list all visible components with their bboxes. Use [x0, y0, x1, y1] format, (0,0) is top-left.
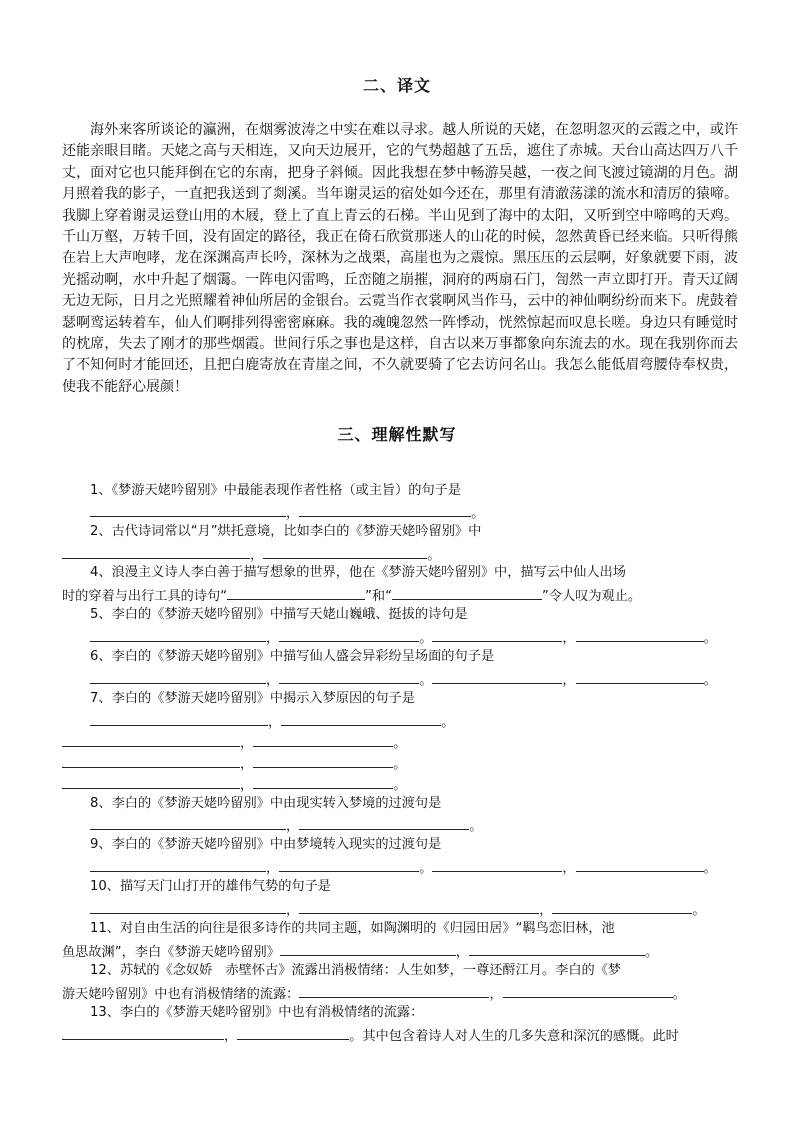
- question-5: 5、李白的《梦游天姥吟留别》中描写天姥山巍峨、挺拔的诗句是: [90, 607, 468, 622]
- answer-blank[interactable]: [90, 669, 266, 684]
- section-title-dictation: 三、理解性默写: [337, 425, 457, 444]
- answer-blank[interactable]: [62, 1025, 224, 1040]
- comma: ，: [250, 548, 264, 563]
- answer-blank[interactable]: [263, 544, 427, 559]
- answer-blank[interactable]: [62, 544, 250, 559]
- answer-blank[interactable]: [552, 899, 692, 914]
- answer-blank[interactable]: [90, 815, 286, 830]
- question-8: 8、李白的《梦游天姥吟留别》中由现实转入梦境的过渡句是: [90, 796, 442, 811]
- question-6: 6、李白的《梦游天姥吟留别》中描写仙人盛会异彩纷呈场面的句子是: [90, 649, 495, 664]
- answer-blank[interactable]: [90, 857, 266, 872]
- answer-blank[interactable]: [432, 669, 562, 684]
- answer-line: [62, 544, 440, 565]
- answer-blank[interactable]: [576, 857, 704, 872]
- answer-blank[interactable]: [576, 627, 704, 642]
- question-2: 2、古代诗词常以“月”烘托意境，比如李白的《梦游天姥吟留别》中: [90, 524, 482, 539]
- answer-blank[interactable]: [299, 502, 471, 517]
- answer-blank[interactable]: [299, 899, 539, 914]
- answer-line: ， 。 ， 。: [90, 669, 717, 690]
- answer-line: ， 。 ， 。: [90, 627, 717, 648]
- answer-blank[interactable]: [576, 669, 704, 684]
- answer-blank[interactable]: [253, 732, 393, 747]
- answer-blank[interactable]: [253, 774, 393, 789]
- answer-blank[interactable]: [62, 774, 240, 789]
- answer-line: ， 。 ， 。: [90, 857, 717, 878]
- answer-blank[interactable]: [432, 627, 562, 642]
- question-4: 4、浪漫主义诗人李白善于描写想象的世界，他在《梦游天姥吟留别》中，描写云中仙人出场: [90, 565, 626, 580]
- question-11: 11、对自由生活的向往是很多诗作的共同主题，如陶渊明的《归园田居》“羁鸟恋旧林，池: [90, 921, 615, 936]
- answer-blank[interactable]: [281, 711, 441, 726]
- question-12-continued: 游天姥吟留别》中也有消极情绪的流露： ， 。: [62, 983, 686, 1004]
- answer-blank[interactable]: [299, 815, 469, 830]
- question-10: 10、描写天门山打开的雄伟气势的句子是: [90, 879, 331, 894]
- answer-line: ， 。: [90, 815, 482, 836]
- answer-blank[interactable]: [62, 753, 240, 768]
- answer-blank[interactable]: [469, 941, 645, 956]
- answer-blank[interactable]: [90, 899, 286, 914]
- answer-line: ， 。: [62, 732, 406, 753]
- answer-blank[interactable]: [392, 585, 542, 600]
- answer-blank[interactable]: [299, 983, 489, 998]
- answer-blank[interactable]: [62, 732, 240, 747]
- period: 。: [471, 506, 485, 521]
- answer-blank[interactable]: [227, 585, 365, 600]
- question-12: 12、苏轼的《念奴娇 赤壁怀古》流露出消极情绪：人生如梦，一尊还酹江月。李白的《梦: [90, 963, 622, 978]
- question-11-continued: 鱼思故渊”，李白《梦游天姥吟留别》 ， 。: [62, 941, 658, 962]
- question-1: 1、《梦游天姥吟留别》中最能表现作者性格（或主旨）的句子是: [90, 483, 462, 498]
- question-4-continued: 时的穿着与出行工具的诗句“ ”和“ ”令人叹为观止。: [62, 585, 641, 606]
- answer-blank[interactable]: [237, 1025, 349, 1040]
- answer-line: [90, 502, 484, 523]
- question-13: 13、李白的《梦游天姥吟留别》中也有消极情绪的流露：: [90, 1005, 424, 1020]
- comma: ，: [286, 506, 300, 521]
- translation-paragraph: 海外来客所谈论的瀛洲，在烟雾波涛之中实在难以寻求。越人所说的天姥，在忽明忽灭的云霞之中，或许还能亲眼目睹。天姥之高与天相连，又向天边展开，它的气势超越了五岳，遮住了赤城。天台山高达四万八千丈，面对它也只能拜倒在它的东南，把身子斜倾。因此我想在梦中畅游吴越，一夜之间飞渡过镜湖的月色。湖月照着我的影子，一直把我送到了剡溪。当年谢灵运的宿处如今还在，那里有清澈荡漾的流水和清厉的猿啼。我脚上穿着谢灵运登山用的木屐，登上了直上青云的石梯。半山见到了海中的太阳，又听到空中啼鸣的天鸡。千山万壑，万转千回，没有固定的路径，我正在倚石欣赏那迷人的山花的时候，忽然黄昏已经来临。只听得熊在岩上大声咆哮，龙在深渊高声长吟，深林为之战栗，高崖也为之震惊。黑压压的云层啊，好象就要下雨，波光摇动啊，水中升起了烟霭。一阵电闪雷鸣，丘峦随之崩摧，洞府的两扇石门，訇然一声立即打开。青天辽阔无边无际，日月之光照耀着神仙所居的金银台。云霓当作衣裳啊风当作马，云中的神仙啊纷纷而来下。虎鼓着瑟啊鸾运转着车，仙人们啊排列得密密麻麻。我的魂魄忽然一阵悸动，恍然惊起而叹息长嗟。身边只有睡觉时的枕席，失去了刚才的那些烟霞。世间行乐之事也是这样，自古以来万事都象向东流去的水。现在我别你而去了不知何时才能回还，且把白鹿寄放在青崖之间，不久就要骑了它去访问名山。我怎么能低眉弯腰侍奉权贵，使我不能舒心展颜！: [62, 122, 738, 395]
- answer-blank[interactable]: [279, 669, 419, 684]
- answer-blank[interactable]: [90, 502, 286, 517]
- answer-line: ， 。: [90, 711, 454, 732]
- section-title-translation: 二、译文: [362, 76, 431, 95]
- answer-blank[interactable]: [280, 941, 456, 956]
- answer-blank[interactable]: [253, 753, 393, 768]
- answer-blank[interactable]: [279, 627, 419, 642]
- answer-blank[interactable]: [90, 627, 266, 642]
- answer-line: ， 。: [62, 774, 406, 795]
- question-7: 7、李白的《梦游天姥吟留别》中揭示入梦原因的句子是: [90, 691, 415, 706]
- answer-line: ， ， 。: [90, 899, 706, 920]
- question-13-continued: ， 。其中包含着诗人对人生的几多失意和深沉的感慨。此时: [62, 1025, 679, 1046]
- period: 。: [427, 548, 441, 563]
- answer-blank[interactable]: [279, 857, 419, 872]
- answer-blank[interactable]: [90, 711, 268, 726]
- answer-line: ， 。: [62, 753, 406, 774]
- answer-blank[interactable]: [432, 857, 562, 872]
- question-9: 9、李白的《梦游天姥吟留别》中由梦境转入现实的过渡句是: [90, 837, 442, 852]
- answer-blank[interactable]: [503, 983, 673, 998]
